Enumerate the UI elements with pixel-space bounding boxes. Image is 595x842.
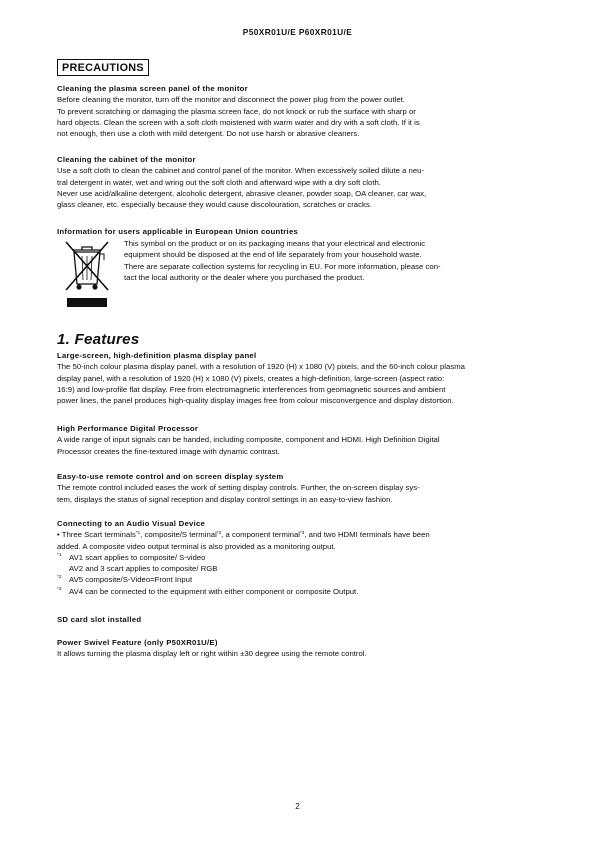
section-sd-card [57,614,543,625]
section-heading: SD card slot installed [57,615,142,624]
section-swivel [57,637,543,660]
paragraph-line: There are separate collection systems for recycling in EU. For more information, please con- [124,261,441,271]
footnote-ref: *1 [135,530,141,536]
section-heading: Cleaning the plasma screen panel of the monitor [57,84,248,93]
footnote-ref: *2 [216,530,222,536]
paragraph-line: display panel, with a resolution of 1920 (H) x 1080 (V) pixels, creates a high-definition, large-screen (aspect ratio: [57,373,445,383]
section-remote [57,471,543,505]
paragraph-line: glass cleaner, etc. especially because they would cause discolouration, scratches or cracks. [57,200,372,210]
footnote-line: AV1 scart applies to composite/ S-video [69,552,206,562]
paragraph-line: Before cleaning the monitor, turn off the monitor and disconnect the power plug from the power outlet. [57,95,405,105]
paragraph-line: tral detergent in water, wet and wring out the soft cloth and afterward wipe with a dry soft cloth. [57,177,381,187]
eu-info-heading: Information for users applicable in European Union countries [57,227,299,236]
paragraph-line: The remote control included eases the work of setting display controls. Further, the on-screen display sys- [57,483,420,493]
paragraph-line: added. A composite video output terminal is also provided as a monitoring output. [57,541,336,551]
section-heading: Connecting to an Audio Visual Device [57,519,206,528]
section-cleaning-cabinet [57,154,543,210]
paragraph-line: tact the local authority or the dealer where you purchased the product. [124,272,365,282]
section-heading: Easy-to-use remote control and on screen display system [57,472,284,481]
eu-info-text [124,238,534,283]
footnote [57,574,543,585]
paragraph-line: not enough, then use a cloth with mild detergent. Do not use harsh or abrasive cleaners. [57,129,360,139]
footnote-ref: *3 [300,530,305,536]
section-heading: Cleaning the cabinet of the monitor [57,155,196,164]
paragraph-line: Use a soft cloth to clean the cabinet and control panel of the monitor. When excessively soiled dilute a neu- [57,166,425,176]
footnote [57,552,543,575]
section-heading: Large-screen, high-definition plasma display panel [57,351,257,360]
footnote-line: AV5 composite/S-Video=Front Input [69,575,193,585]
paragraph-line: Never use acid/alkaline detergent, alcoholic detergent, abrasive cleaner, powder soap, OA cleaner, car wax, [57,188,427,198]
precautions-title-box: PRECAUTIONS [57,59,149,76]
paragraph-line: The 50-inch colour plasma display panel, with a resolution of 1920 (H) x 1080 (V) pixels, and the 60-inch colour plasma [57,362,465,372]
section-heading: High Performance Digital Processor [57,424,199,433]
bullet-text: • Three Scart terminals [57,530,136,540]
crossed-out-wheelie-bin-icon [62,238,112,308]
page-header-model-title: P50XR01U/E P60XR01U/E [242,27,353,37]
paragraph-line: tem, displays the status of signal reception and display control settings in an easy-to-view fashion. [57,494,393,504]
paragraph-line: Processor creates the fine-textured image with dynamic contrast. [57,446,280,456]
bullet-text: , composite/S terminal [140,530,217,540]
footnote-line: AV2 and 3 scart applies to composite/ RGB [69,564,218,574]
footnote-mark: *3 [57,586,62,592]
paragraph-line: A wide range of input signals can be handed, including composite, component and HDMI. High Definition Digital [57,435,440,445]
bullet-text: , a component terminal [221,530,301,540]
paragraph-line: equipment should be disposed at the end of life separately from your household waste. [124,250,422,260]
bullet-line [57,529,543,540]
section-cleaning-screen [57,83,543,139]
paragraph-line: It allows turning the plasma display left or right within ±30 degree using the remote control. [57,649,367,659]
bullet-text: , and two HDMI terminals have been [304,530,430,540]
footnote-mark: *1 [57,552,62,558]
page-number: 2 [295,802,300,811]
paragraph-line: This symbol on the product or on its packaging means that your electrical and electronic [124,239,426,248]
features-title: 1. Features [57,331,140,348]
section-large-screen [57,350,543,406]
section-processor [57,423,543,457]
footnote-line: AV4 can be connected to the equipment with either component or composite Output. [69,586,359,596]
footnote [57,586,543,597]
paragraph-line: power lines, the panel produces high-quality display images free from colour misconvergence and display distortion. [57,396,454,406]
paragraph-line: 16:9) and low-profile flat display. Free from electromagnetic interferences from geomagnetic sources and ambient [57,384,446,394]
paragraph-line: To prevent scratching or damaging the plasma screen face, do not knock or rub the surface with sharp or [57,106,416,116]
footnote-mark: *2 [57,575,62,581]
section-av-device [57,518,543,597]
section-heading: Power Swivel Feature (only P50XR01U/E) [57,638,218,647]
paragraph-line: hard objects. Clean the screen with a soft cloth moistened with warm water and dry with a soft cloth. If it is [57,117,420,127]
